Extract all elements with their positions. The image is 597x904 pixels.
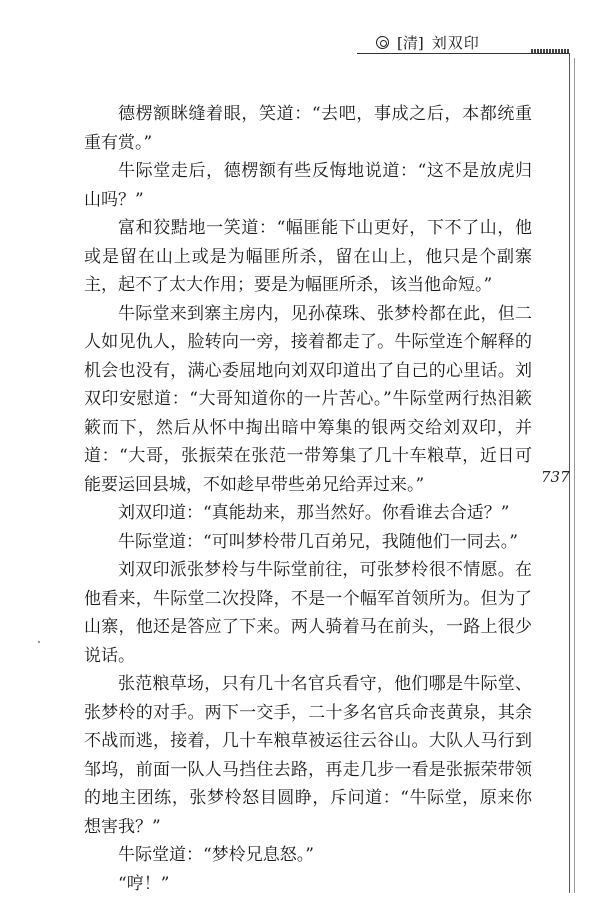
paragraph: 牛际堂道：“可叫梦柃带几百弟兄，我随他们一同去。” xyxy=(118,531,518,552)
paragraph: 张范粮草场，只有几十名官兵看守，他们哪是牛际堂、张梦柃的对手。两下一交手，二十多名官兵命丧黄泉，其余不战而逃，接着，几十车粮草被运往云谷山。大队人马行到邹坞，前面一队人马挡住去路，再走几步一看是张振荣带领的地主团练，张梦柃怒目圆睁，斥问道：“牛际堂，原来你想害我？” xyxy=(84,674,532,837)
paragraph: 刘双印道：“真能劫来，那当然好。你看谁去合适？” xyxy=(118,503,510,523)
paragraph: 牛际堂道：“梦柃兄息怒。” xyxy=(118,845,314,865)
page-edge-shadow xyxy=(574,58,575,893)
page-number: 737 xyxy=(541,468,570,486)
running-header xyxy=(376,32,480,53)
header-era: [清] xyxy=(397,34,424,52)
circle-ornament-icon xyxy=(376,36,389,49)
header-author-name: 刘双印 xyxy=(431,34,480,52)
paragraph: 牛际堂走后，德楞额有些反悔地说道：“这不是放虎归山吗？” xyxy=(84,161,532,210)
print-speck xyxy=(38,641,40,643)
paragraph: 刘双印派张梦柃与牛际堂前往，可张梦柃很不情愿。在他看来，牛际堂二次投降，不是一个幅军首领所为。但为了山寨，他还是答应了下来。两人骑着马在前头，一路上很少说话。 xyxy=(84,560,532,666)
paragraph: “哼！” xyxy=(118,873,170,894)
paragraph: 牛际堂来到寨主房内，见孙葆珠、张梦柃都在此，但二人如见仇人，脸转向一旁，接着都走了。牛际堂连个解释的机会也没有，满心委屈地向刘双印道出了自己的心里话。刘双印安慰道：“大哥知道你的一片苦心。”牛际堂两行热泪簌簌而下，然后从怀中掏出暗中筹集的银两交给刘双印，并道：“大哥，张振荣在张范一带筹集了几十车粮草，近日可能要运回县城，不如趁早带些弟兄给弄过来。” xyxy=(84,303,532,495)
paragraph: 德楞额眯缝着眼，笑道：“去吧，事成之后，本都统重重有赏。” xyxy=(84,104,532,153)
body-text xyxy=(84,100,532,898)
header-rule xyxy=(357,53,569,54)
paragraph: 富和狡黠地一笑道：“幅匪能下山更好，下不了山，他或是留在山上或是为幅匪所杀，留在山上，他只是个副寨主，起不了太大作用；要是为幅匪所杀，该当他命短。” xyxy=(84,218,532,295)
